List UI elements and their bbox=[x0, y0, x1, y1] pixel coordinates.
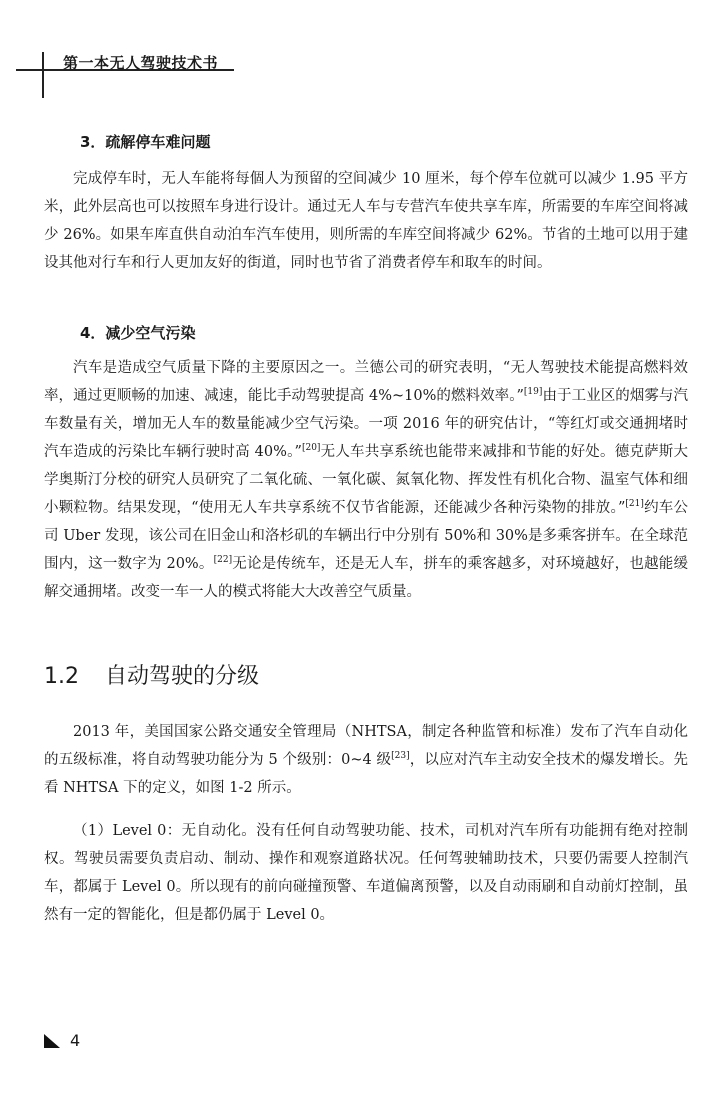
running-header-title: 第一本无人驾驶技术书 bbox=[63, 54, 219, 72]
subsection-3-paragraph: 完成停车时，无人车能将每個人为预留的空间减少 10 厘米，每个停车位就可以减少 1.95 平方米，此外层高也可以按照车身进行设计。通过无人车与专营汽车使共享车库，所需要的车库空间将减少 26%。如果车库直供自动泊车汽车使用，则所需的车库空间将减少 62%。节省的土地可以用于建设其他对行车和行人更加友好的街道，同时也节省了消费者停车和取车的时间。 bbox=[44, 171, 688, 271]
citation-21: [21] bbox=[625, 499, 644, 510]
para-text: 由于工业区的烟雾与汽车数量有关，增加无人车的数量能减少空气污染。一项 2016 年的研究估计，“等红灯或交通拥堵时汽车造成的污染比车辆行驶时高 40%。” bbox=[44, 388, 688, 460]
subsection-3-title: 3．疏解停车难问题 bbox=[80, 133, 211, 151]
page-corner-triangle-icon bbox=[44, 1034, 60, 1048]
para-text: 无人车共享系统也能带来减排和节能的好处。德克萨斯大学奥斯汀分校的研究人员研究了二氧化硫、一氧化碳、氮氧化物、挥发性有机化合物、温室气体和细小颗粒物。结果发现，“使用无人车共享系统不仅节省能源，还能减少各种污染物的排放。” bbox=[44, 444, 689, 516]
para-text: 2013 年，美国国家公路交通安全管理局（NHTSA，制定各种监管和标准）发布了汽车自动化的五级标准，将自动驾驶功能分为 5 个级别：0~4 级 bbox=[44, 724, 688, 768]
intro-paragraph bbox=[44, 718, 688, 802]
header-marker bbox=[42, 52, 44, 98]
level-0-paragraph: （1）Level 0：无自动化。没有任何自动驾驶功能、技术，司机对汽车所有功能拥有绝对控制权。驾驶员需要负责启动、制动、操作和观察道路状况。任何驾驶辅助技术，只要仍需要人控制汽车，都属于 Level 0。所以现有的前向碰撞预警、车道偏离预警，以及自动雨刷和自动前灯控制，虽然有一定的智能化，但是都仍属于 Level 0。 bbox=[44, 823, 688, 923]
page-footer bbox=[44, 1031, 80, 1050]
citation-19: [19] bbox=[523, 387, 543, 398]
subsection-4-paragraph bbox=[44, 354, 688, 606]
subsection-4-title: 4．减少空气污染 bbox=[80, 324, 196, 342]
para-text: ，以应对汽车主动安全技术的爆发增长。先看 NHTSA 下的定义，如图 1-2 所示。 bbox=[44, 752, 689, 796]
section-title: 自动驾驶的分级 bbox=[105, 664, 260, 689]
citation-23: [23] bbox=[391, 751, 410, 762]
citation-20: [20] bbox=[301, 443, 321, 454]
page-number: 4 bbox=[70, 1031, 81, 1050]
para-text: 无论是传统车，还是无人车，拼车的乘客越多，对环境越好，也越能缓解交通拥堵。改变一车一人的模式将能大大改善空气质量。 bbox=[44, 556, 688, 600]
section-heading bbox=[44, 659, 259, 690]
para-text: 约车公司 Uber 发现，该公司在旧金山和洛杉矶的车辆出行中分别有 50%和 30%是多乘客拼车。在全球范围内，这一数字为 20%。 bbox=[44, 500, 688, 572]
para-text: 汽车是造成空气质量下降的主要原因之一。兰德公司的研究表明，“无人驾驶技术能提高燃料效率，通过更顺畅的加速、减速，能比手动驾驶提高 4%~10%的燃料效率。” bbox=[44, 360, 688, 404]
section-number: 1.2 bbox=[44, 664, 79, 689]
citation-22: [22] bbox=[213, 555, 233, 566]
